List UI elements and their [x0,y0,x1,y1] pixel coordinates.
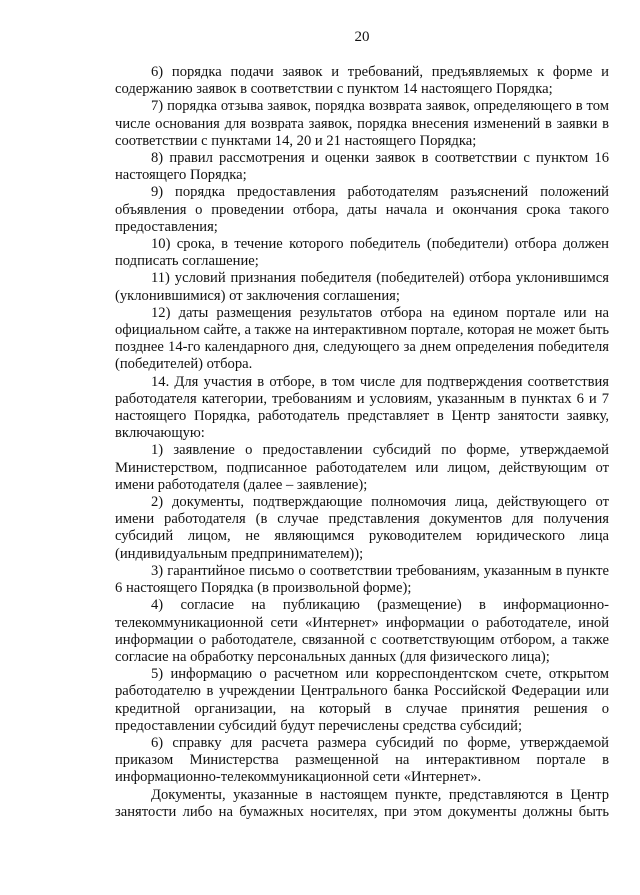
paragraph-item-10-signing-deadline: 10) срока, в течение которого победитель (победители) отбора должен подписать соглашение; [115,236,609,270]
paragraph-doc-3-guarantee-letter: 3) гарантийное письмо о соответствии требованиям, указанным в пункте 6 настоящего Порядка (в произвольной форме); [115,562,609,597]
paragraph-section-14-application: 14. Для участия в отборе, в том числе для подтверждения соответствия работодателя категории, требованиям и условиям, указанным в пунктах 6 и 7 настоящего Порядка, работодатель представляет в Центр занятости заявку, включающую: [115,373,609,442]
page-number: 20 [354,29,370,45]
paragraph-doc-4-consent: 4) согласие на публикацию (размещение) в информационно-телекоммуникационной сети «Интернет» информации о работодателе, иной информации о работодателе, связанной с соответствующим отбором, а также согласие на обработку персональных данных (для физического лица); [115,597,609,665]
paragraph-item-6-submission-order: 6) порядка подачи заявок и требований, предъявляемых к форме и содержанию заявок в соответствии с пунктом 14 настоящего Порядка; [115,64,609,98]
document-body [115,64,609,821]
paragraph-item-8-review-rules: 8) правил рассмотрения и оценки заявок в соответствии с пунктом 16 настоящего Порядка; [115,150,609,184]
paragraph-documents-submission: Документы, указанные в настоящем пункте, представляются в Центр занятости либо на бумажных носителях, при этом документы должны быть [115,786,609,820]
paragraph-item-11-evasion-conditions: 11) условий признания победителя (победителей) отбора уклонившимся (уклонившимися) от заключения соглашения; [115,270,609,304]
paragraph-doc-6-calculation-certificate: 6) справку для расчета размера субсидий по форме, утверждаемой приказом Министерства размещенной на интерактивном портале в информационно-телекоммуникационной сети «Интернет». [115,734,609,786]
paragraph-item-9-clarifications: 9) порядка предоставления работодателям разъяснений положений объявления о проведении отбора, даты начала и окончания срока такого предоставления; [115,184,609,235]
paragraph-doc-5-bank-account: 5) информацию о расчетном или корреспондентском счете, открытом работодателю в учреждении Центрального банка Российской Федерации или кредитной организации, на который в случае принятия решения о предоставлении субсидий будут перечислены средства субсидий; [115,666,609,734]
paragraph-doc-1-statement: 1) заявление о предоставлении субсидий по форме, утверждаемой Министерством, подписанное работодателем или лицом, действующим от имени работодателя (далее – заявление); [115,442,609,493]
paragraph-item-12-results-date: 12) даты размещения результатов отбора на едином портале или на официальном сайте, а также на интерактивном портале, которая не может быть позднее 14-го календарного дня, следующего за днем определения победителя (победителей) отбора. [115,304,609,373]
paragraph-item-7-withdrawal-order: 7) порядка отзыва заявок, порядка возврата заявок, определяющего в том числе основания для возврата заявок, порядка внесения изменений в заявки в соответствии с пунктами 14, 20 и 21 настоящего Порядка; [115,98,609,149]
paragraph-doc-2-authority: 2) документы, подтверждающие полномочия лица, действующего от имени работодателя (в случае представления документов для получения субсидий лицом, не являющимся руководителем юридического лица (индивидуальным предпринимателем)); [115,494,609,562]
